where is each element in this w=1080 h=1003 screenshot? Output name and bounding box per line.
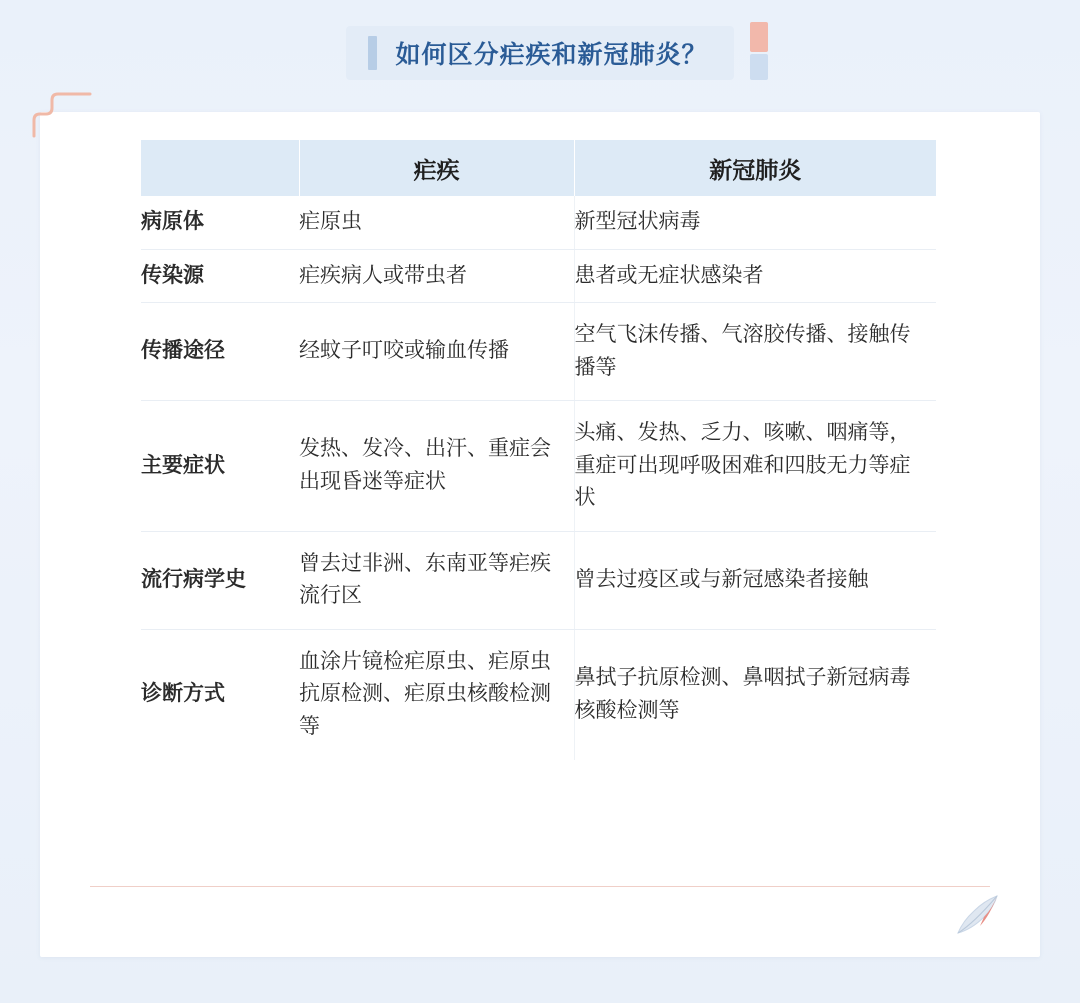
table-header-covid: 新冠肺炎	[574, 140, 936, 196]
title-band	[346, 26, 733, 80]
row-covid-value: 曾去过疫区或与新冠感染者接触	[574, 531, 936, 629]
row-malaria-value: 经蚊子叮咬或输血传播	[299, 303, 574, 401]
row-covid-value: 鼻拭子抗原检测、鼻咽拭子新冠病毒核酸检测等	[574, 666, 911, 722]
table-header-row	[141, 140, 936, 196]
row-malaria-value: 发热、发冷、出汗、重症会出现昏迷等症状	[299, 401, 574, 532]
title-marker-icon	[368, 36, 377, 70]
feather-icon	[954, 893, 1000, 937]
table-row	[141, 531, 936, 629]
row-malaria-value: 血涂片镜检疟原虫、疟原虫抗原检测、疟原虫核酸检测等	[299, 629, 574, 759]
table-header-malaria: 疟疾	[299, 140, 574, 196]
row-label: 主要症状	[141, 401, 299, 532]
row-malaria-value: 疟疾病人或带虫者	[299, 249, 574, 303]
comparison-table	[141, 140, 936, 760]
row-covid-value: 空气飞沫传播、气溶胶传播、接触传播等	[574, 303, 936, 401]
row-label: 流行病学史	[141, 531, 299, 629]
accent-square-pink-icon	[750, 22, 768, 52]
table-row	[141, 249, 936, 303]
row-label: 病原体	[141, 196, 299, 249]
table-row	[141, 196, 936, 249]
table-row	[141, 303, 936, 401]
row-malaria-value: 疟原虫	[299, 196, 574, 249]
table-row	[141, 401, 936, 532]
row-covid-value: 患者或无症状感染者	[574, 249, 936, 303]
row-covid-value: 新型冠状病毒	[574, 196, 936, 249]
corner-squiggle-icon	[32, 90, 92, 138]
table-row	[141, 629, 936, 759]
title-area	[0, 22, 1080, 84]
row-covid-value: 头痛、发热、乏力、咳嗽、咽痛等，重症可出现呼吸困难和四肢无力等症状	[574, 401, 936, 532]
row-label: 诊断方式	[141, 682, 225, 706]
page-title: 如何区分疟疾和新冠肺炎？	[395, 41, 708, 69]
row-label: 传播途径	[141, 303, 299, 401]
row-malaria-value: 曾去过非洲、东南亚等疟疾流行区	[299, 531, 574, 629]
row-label: 传染源	[141, 249, 299, 303]
table-header-blank	[141, 140, 299, 196]
accent-square-blue-icon	[750, 54, 768, 80]
content-card	[40, 112, 1040, 957]
footer-divider	[90, 886, 990, 887]
